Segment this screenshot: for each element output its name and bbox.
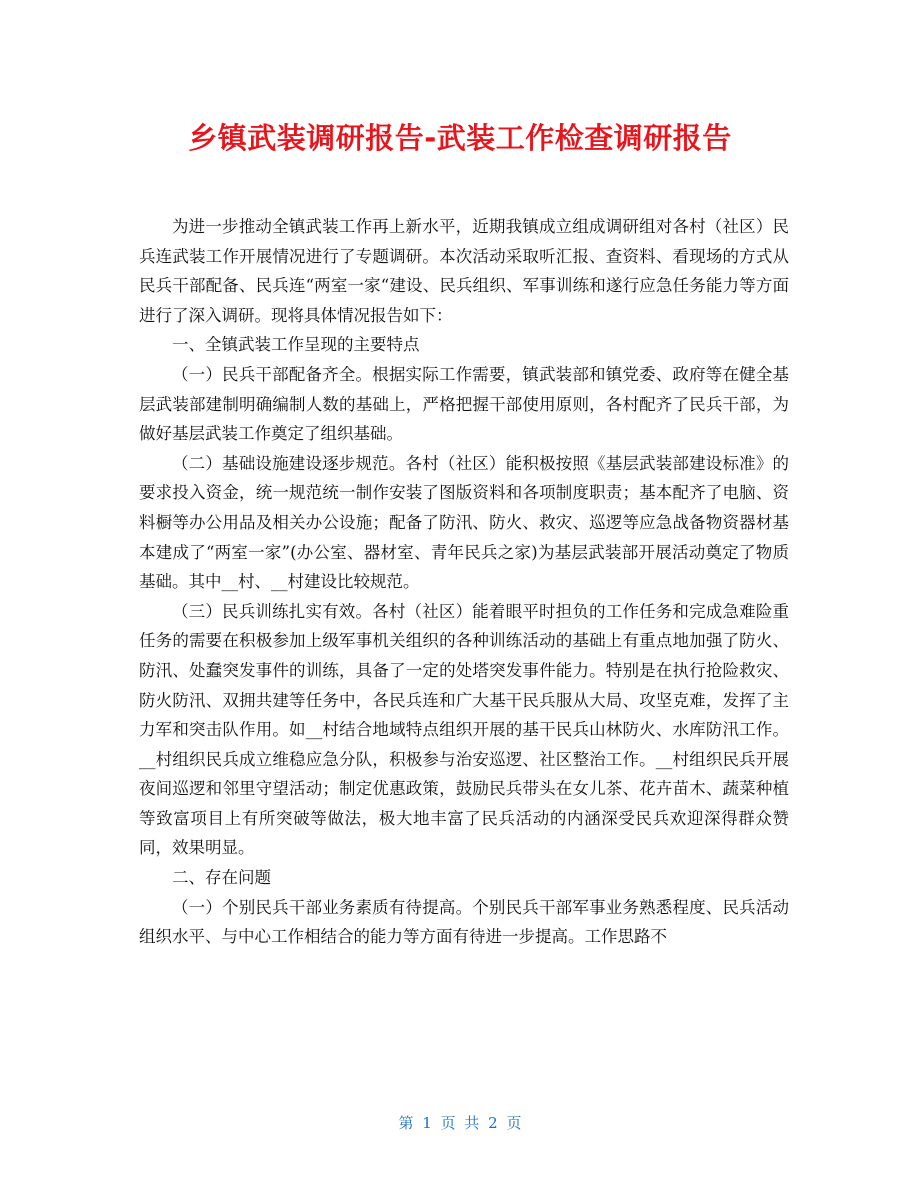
page-footer: 第 1 页 共 2 页 [398,1114,522,1132]
paragraph-feature-3: （三）民兵训练扎实有效。各村（社区）能着眼平时担负的工作任务和完成急难险重任务的需要在积极参加上级军事机关组织的各种训练活动的基础上有重点地加强了防火、防汛、处蠢突发事件的训练，具备了一定的处塔突发事件能力。特别是在执行抢险救灾、防火防汛、双拥共建等任务中，各民兵连和广大基干民兵服从大局、攻坚克难，发挥了主力军和突击队作用。如__村结合地域特点组织开展的基干民兵山林防火、水库防汛工作。__村组织民兵成立维稳应急分队，积极参与治安巡逻、社区整治工作。__村组织民兵开展夜间巡逻和邻里守望活动；制定优惠政策，鼓励民兵带头在女儿茶、花卉苗木、蔬菜种植等致富项目上有所突破等做法，极大地丰富了民兵活动的内涵深受民兵欢迎深得群众赞同，效果明显。 [139,601,789,858]
document-title: 乡镇武装调研报告-武装工作检查调研报告 [188,121,732,155]
paragraph-feature-2: （二）基础设施建设逐步规范。各村（社区）能积极按照《基层武装部建设标准》的要求投入资金，统一规范统一制作安装了图版资料和各项制度职责；基本配齐了电脑、资料橱等办公用品及相关办公设施；配备了防汛、防火、救灾、巡逻等应急战备物资器材基本建成了“两室一家”(办公室、器材室、青年民兵之家)为基层武装部开展活动奠定了物质基础。其中__村、__村建设比较规范。 [139,453,789,592]
paragraph-feature-1: （一）民兵干部配备齐全。根据实际工作需要，镇武装部和镇党委、政府等在健全基层武装部建制明确编制人数的基础上，严格把握干部使用原则，各村配齐了民兵干部，为做好基层武装工作奠定了组织基础。 [139,364,789,444]
section-heading-problems: 二、存在问题 [172,868,271,888]
paragraph-intro: 为进一步推动全镇武装工作再上新水平，近期我镇成立组成调研组对各村（社区）民兵连武装工作开展情况进行了专题调研。本次活动采取听汇报、查资料、看现场的方式从民兵干部配备、民兵连“两室一家“建设、民兵组织、军事训练和遂行应急任务能力等方面进行了深入调研。现将具体情况报告如下： [139,217,789,325]
document-body [139,212,789,952]
section-heading-features: 一、全镇武装工作呈现的主要特点 [172,335,420,355]
paragraph-problem-1: （一）个别民兵干部业务素质有待提高。个别民兵干部军事业务熟悉程度、民兵活动组织水平、与中心工作相结合的能力等方面有待进一步提高。工作思路不 [139,897,789,947]
